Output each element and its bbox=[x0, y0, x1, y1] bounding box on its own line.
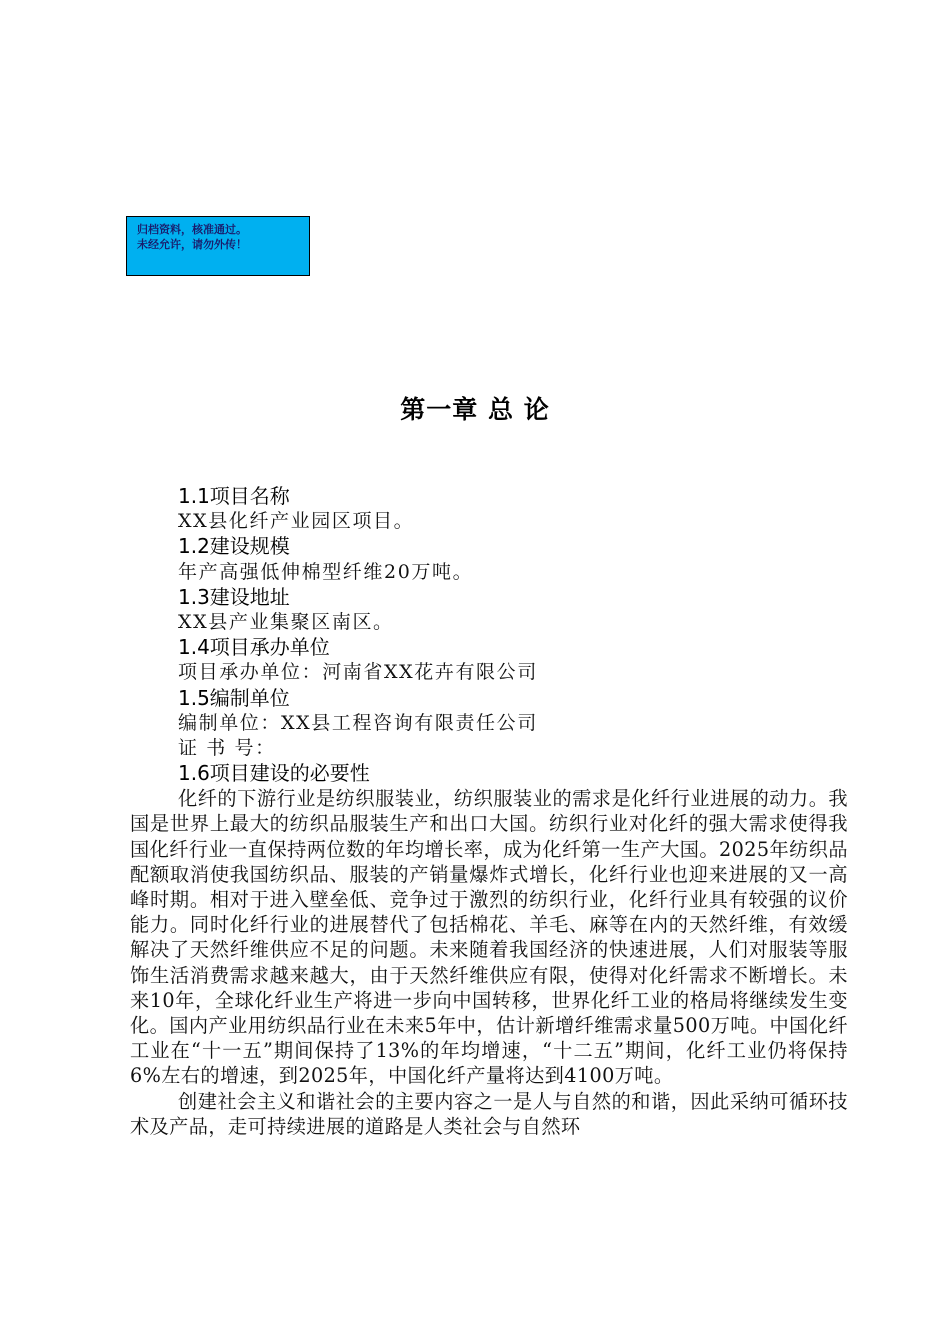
section-heading-undertaker: 1.4项目承办单位 bbox=[178, 635, 330, 660]
compiler-text: 编制单位：XX县工程咨询有限责任公司 bbox=[178, 711, 538, 734]
stamp-line-2: 未经允许，请勿外传！ bbox=[137, 238, 247, 251]
necessity-paragraph-1: 化纤的下游行业是纺织服装业，纺织服装业的需求是化纤行业进展的动力。我国是世界上最大的纺织品服装生产和出口大国。纺织行业对化纤的强大需求使得我国化纤行业一直保持两位数的年均增长率，成为化纤第一生产大国。2025年纺织品配额取消使我国纺织品、服装的产销量爆炸式增长，化纤行业也迎来进展的又一高峰时期。相对于进入壁垒低、竞争过于激烈的纺织行业，化纤行业具有较强的议价能力。同时化纤行业的进展替代了包括棉花、羊毛、麻等在内的天然纤维，有效缓解决了天然纤维供应不足的问题。未来随着我国经济的快速进展，人们对服装等服饰生活消费需求越来越大，由于天然纤维供应有限，使得对化纤需求不断增长。未来10年，全球化纤业生产将进一步向中国转移，世界化纤工业的格局将继续发生变化。国内产业用纺织品行业在未来5年中，估计新增纤维需求量500万吨。中国化纤工业在“十一五”期间保持了13%的年均增速，“十二五”期间，化纤工业仍将保持6%左右的增速，到2025年，中国化纤产量将达到4100万吨。 bbox=[130, 787, 848, 1088]
stamp-line-1: 归档资料，核准通过。 bbox=[137, 223, 247, 236]
certificate-number-text: 证 书 号： bbox=[178, 736, 276, 759]
section-heading-scale: 1.2建设规模 bbox=[178, 534, 290, 559]
scale-text: 年产高强低伸棉型纤维20万吨。 bbox=[178, 560, 474, 583]
chapter-title: 第一章 总 论 bbox=[400, 395, 550, 424]
section-heading-compiler: 1.5编制单位 bbox=[178, 685, 290, 710]
section-heading-project-name: 1.1项目名称 bbox=[178, 484, 290, 508]
project-name-text: XX县化纤产业园区项目。 bbox=[178, 510, 415, 533]
section-heading-necessity: 1.6项目建设的必要性 bbox=[178, 761, 370, 786]
undertaker-text: 项目承办单位：河南省XX花卉有限公司 bbox=[178, 661, 538, 684]
address-text: XX县产业集聚区南区。 bbox=[178, 610, 394, 633]
necessity-paragraph-2: 创建社会主义和谐社会的主要内容之一是人与自然的和谐，因此采纳可循环技术及产品，走可持续进展的道路是人类社会与自然环 bbox=[130, 1089, 848, 1138]
section-heading-address: 1.3建设地址 bbox=[178, 584, 290, 609]
archive-stamp bbox=[126, 216, 310, 276]
document-body bbox=[130, 484, 848, 1139]
